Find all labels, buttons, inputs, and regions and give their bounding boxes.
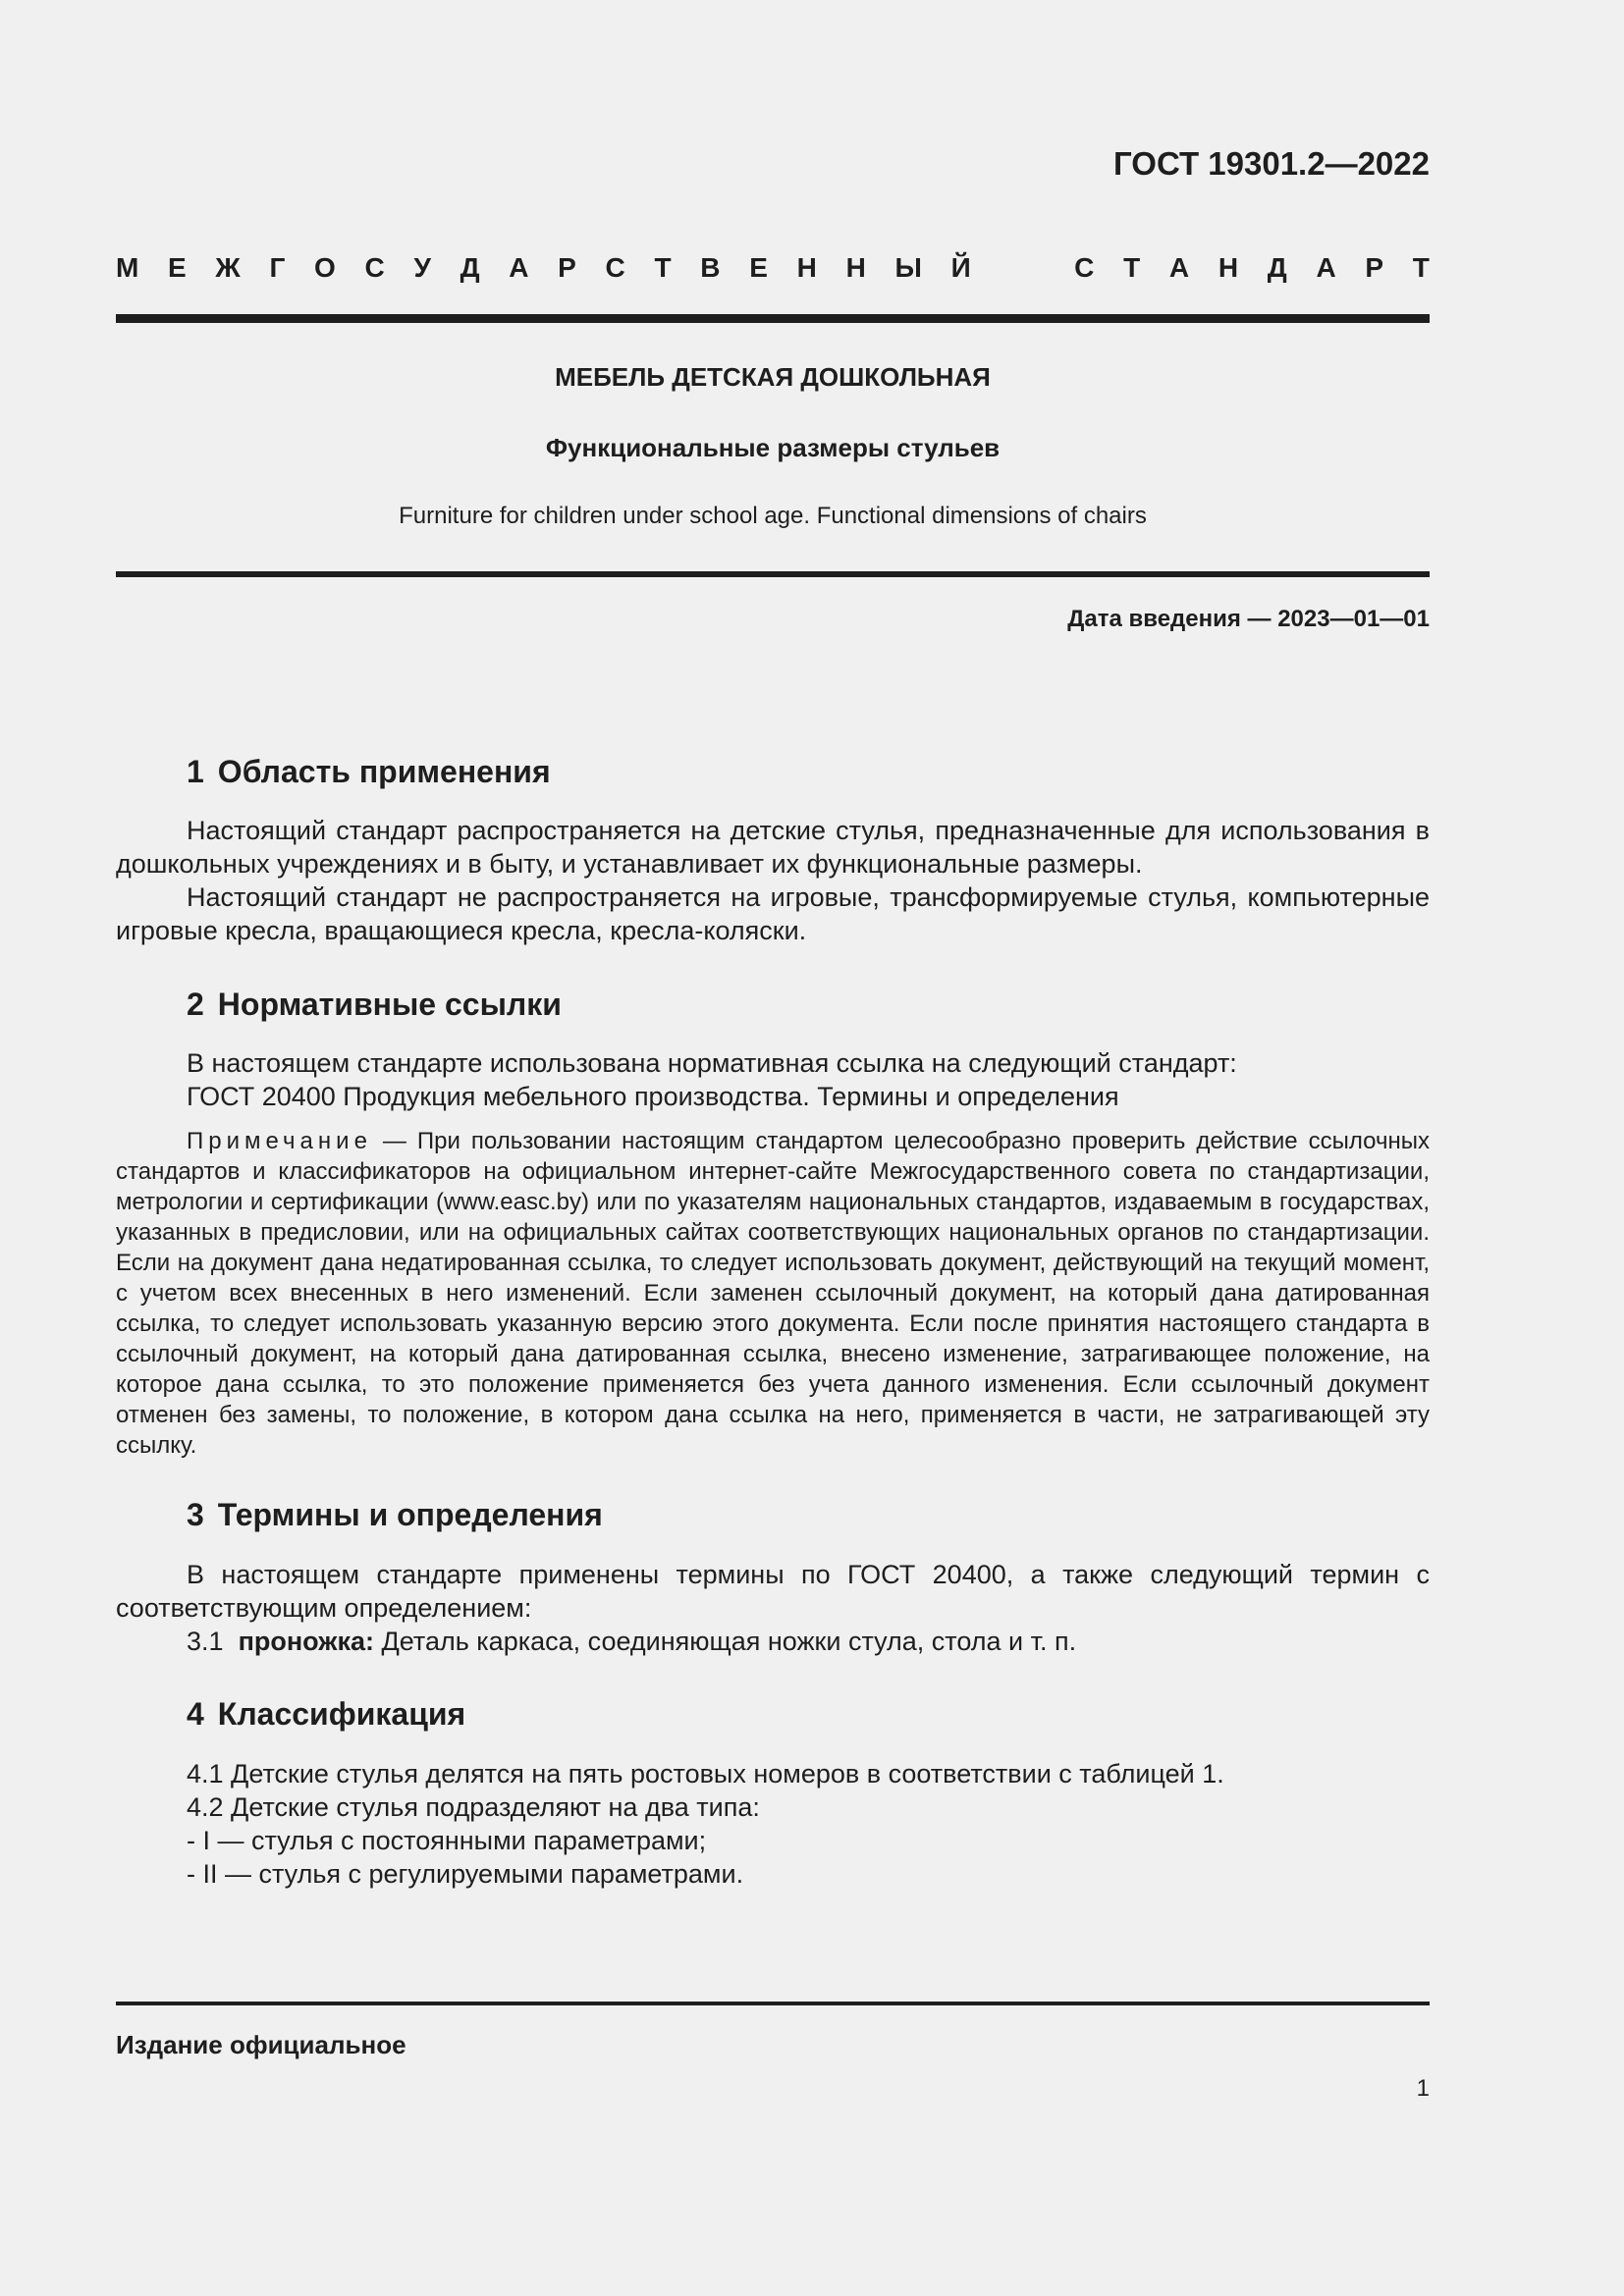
section-1-paragraph-2: Настоящий стандарт не распространяется на игровые, трансформируемые стулья, компьютерные игровые кресла, вращающиеся кресла, кресла-коляски.	[116, 882, 1430, 945]
page-number: 1	[1416, 2075, 1430, 2102]
standard-type-word-1-letter: А	[509, 252, 529, 283]
section-2-note	[116, 1126, 1430, 1461]
standard-type-word-1-letter: Ж	[215, 252, 241, 283]
standard-type-word-2-letter: А	[1316, 252, 1336, 283]
section-4-item-3: - I — стулья с постоянными параметрами;	[187, 1826, 707, 1855]
section-2-title: Нормативные ссылки	[217, 987, 562, 1022]
section-2-reference: ГОСТ 20400 Продукция мебельного производства. Термины и определения	[187, 1082, 1119, 1111]
standard-type-word-1-letter: М	[116, 252, 139, 283]
standard-type-word-1-letter: С	[605, 252, 625, 283]
standard-type-word-1-letter: Е	[168, 252, 187, 283]
section-2-heading	[187, 987, 562, 1023]
top-divider	[116, 314, 1430, 323]
standard-type-word-1-letter: Ы	[894, 252, 922, 283]
section-2-number: 2	[187, 987, 204, 1022]
standard-type-word-1-letter: С	[364, 252, 385, 283]
section-4-item-1: 4.1 Детские стулья делятся на пять ростовых номеров в соответствии с таблицей 1.	[187, 1759, 1224, 1789]
standard-type-label	[116, 252, 1430, 284]
section-3-title: Термины и определения	[217, 1497, 603, 1532]
section-1-body	[116, 814, 1430, 947]
standard-type-word-2-letter: Н	[1218, 252, 1239, 283]
document-title: МЕБЕЛЬ ДЕТСКАЯ ДОШКОЛЬНАЯ	[555, 362, 991, 392]
official-edition-label: Издание официальное	[116, 2030, 406, 2059]
section-4-heading	[187, 1696, 465, 1733]
section-1-title: Область применения	[217, 754, 551, 789]
section-1-heading	[187, 754, 551, 790]
section-3-heading	[187, 1497, 603, 1533]
footer-divider	[116, 2002, 1430, 2005]
standard-type-word-2-letter: С	[1074, 252, 1095, 283]
term-definition: Деталь каркаса, соединяющая ножки стула, стола и т. п.	[373, 1627, 1077, 1656]
section-1-paragraph-1: Настоящий стандарт распространяется на детские стулья, предназначенные для использования в дошкольных учреждениях и в быту, и устанавливает их функциональные размеры.	[116, 816, 1430, 879]
note-text: — При пользовании настоящим стандартом целесообразно проверить действие ссылочных стандартов и классификаторов на официальном интернет-сайте Межгосударственного совета по стандартизации, метрологии и сертификации (www.easc.by) или по указателям национальных стандартов, издаваемым в государствах, указанных в предисловии, или на официальных сайтах соответствующих национальных органов по стандартизации. Если на документ дана недатированная ссылка, то следует использовать документ, действующий на текущий момент, с учетом всех внесенных в него изменений. Если заменен ссылочный документ, на который дана датированная ссылка, то следует использовать указанную версию этого документа. Если после принятия настоящего стандарта в ссылочный документ, на который дана датированная ссылка, внесено изменение, затрагивающее положение, на которое дана ссылка, то это положение применяется без учета данного изменения. Если ссылочный документ отменен без замены, то положение, в котором дана ссылка на него, применяется в части, не затрагивающей эту ссылку.	[116, 1128, 1430, 1459]
section-3-number: 3	[187, 1497, 204, 1532]
section-2-paragraph-1: В настоящем стандарте использована нормативная ссылка на следующий стандарт:	[187, 1048, 1237, 1078]
standard-type-word-1-letter: Н	[796, 252, 817, 283]
standard-type-word-2-letter: Д	[1267, 252, 1287, 283]
standard-type-word-2-letter: Т	[1412, 252, 1430, 283]
standard-type-word-1-letter: Р	[558, 252, 576, 283]
section-1-number: 1	[187, 754, 204, 789]
section-4-item-4: - II — стулья с регулируемыми параметрами.	[187, 1859, 744, 1889]
section-4-number: 4	[187, 1696, 204, 1732]
standard-type-word-1-letter: Й	[950, 252, 971, 283]
word-gap	[1000, 252, 1045, 284]
standard-type-word-1-letter: Д	[460, 252, 480, 283]
introduction-date: Дата введения — 2023—01—01	[1067, 606, 1430, 632]
document-subtitle: Функциональные размеры стульев	[545, 433, 1001, 462]
standard-type-word-1-letter: Н	[845, 252, 866, 283]
section-4-title: Классификация	[217, 1696, 466, 1732]
note-label: Примечание	[187, 1128, 372, 1154]
title-divider	[116, 571, 1430, 577]
section-2-body	[116, 1046, 1430, 1113]
standard-type-word-2-letter: Р	[1365, 252, 1384, 283]
standard-type-word-1-letter: У	[413, 252, 431, 283]
section-3-paragraph-1-end: , а также следующий термин с соответствующим определением:	[116, 1560, 1430, 1623]
section-4-body	[116, 1757, 1430, 1891]
term-number: 3.1	[187, 1627, 224, 1656]
section-3-paragraph-1-start: В настоящем стандарте применены термины по ГОСТ 20400	[187, 1560, 1006, 1589]
standard-type-word-1-letter: Е	[749, 252, 768, 283]
document-title-english: Furniture for children under school age. Functional dimensions of chairs	[399, 503, 1147, 529]
document-code: ГОСТ 19301.2—2022	[1113, 145, 1430, 182]
section-4-item-2: 4.2 Детские стулья подразделяют на два типа:	[187, 1792, 760, 1822]
standard-type-word-2-letter: Т	[1123, 252, 1141, 283]
section-3-body	[116, 1558, 1430, 1658]
standard-type-word-1-letter: О	[314, 252, 336, 283]
section-3-term	[116, 1625, 1430, 1658]
standard-type-word-1-letter: Т	[654, 252, 672, 283]
standard-type-word-1-letter: В	[700, 252, 721, 283]
section-3-paragraph-1	[116, 1558, 1430, 1625]
term-name: проножка:	[238, 1627, 374, 1656]
standard-type-word-1-letter: Г	[269, 252, 286, 283]
standard-type-word-2-letter: А	[1168, 252, 1190, 283]
